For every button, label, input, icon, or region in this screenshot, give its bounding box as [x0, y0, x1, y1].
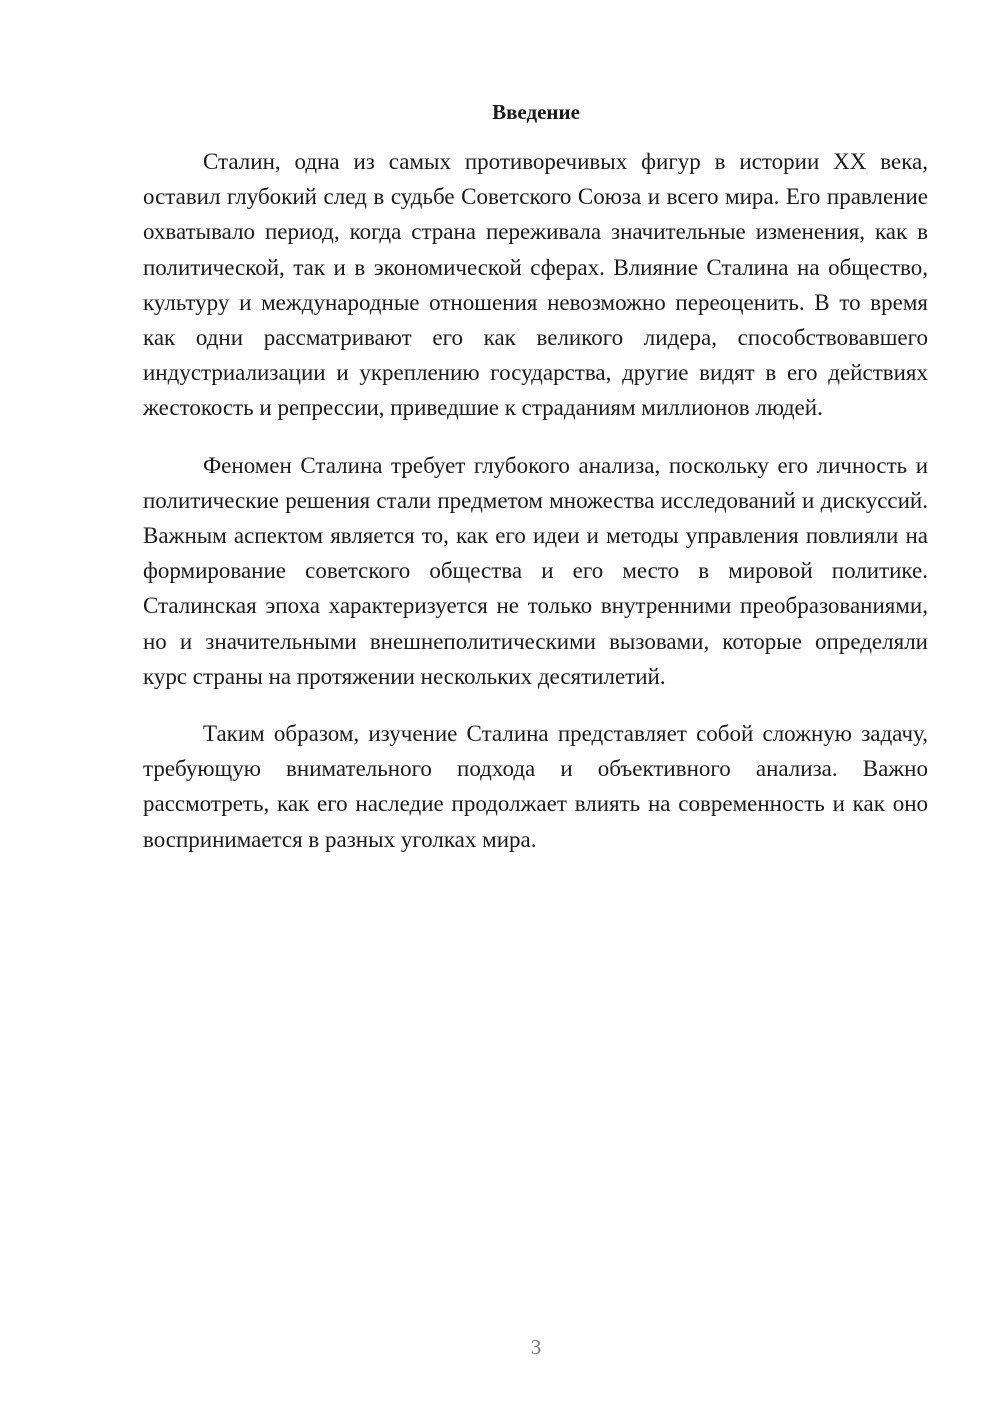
page-number: 3	[530, 1335, 542, 1359]
section-heading: Введение	[492, 100, 580, 124]
body-text	[143, 144, 928, 879]
paragraph-3: Таким образом, изучение Сталина представляет собой сложную задачу, требующую внимательного подхода и объективного анализа. Важно рассмотреть, как его наследие продолжает влиять на современность и как оно воспринимается в разных уголках мира.	[143, 721, 928, 852]
paragraph-2: Феномен Сталина требует глубокого анализа, поскольку его личность и политические решения стали предметом множества исследований и дискуссий. Важным аспектом является то, как его идеи и методы управления повлияли на формирование советского общества и его место в мировой политике. Сталинская эпоха характеризуется не только внутренними преобразованиями, но и значительными внешнеполитическими вызовами, которые определяли курс страны на протяжении нескольких десятилетий.	[143, 452, 928, 689]
paragraph-1: Сталин, одна из самых противоречивых фигур в истории XX века, оставил глубокий след в судьбе Советского Союза и всего мира. Его правление охватывало период, когда страна переживала значительные изменения, как в политической, так и в экономической сферах. Влияние Сталина на общество, культуру и международные отношения невозможно переоценить. В то время как одни рассматривают его как великого лидера, способствовавшего индустриализации и укреплению государства, другие видят в его действиях жестокость и репрессии, приведшие к страданиям миллионов людей.	[143, 149, 928, 421]
